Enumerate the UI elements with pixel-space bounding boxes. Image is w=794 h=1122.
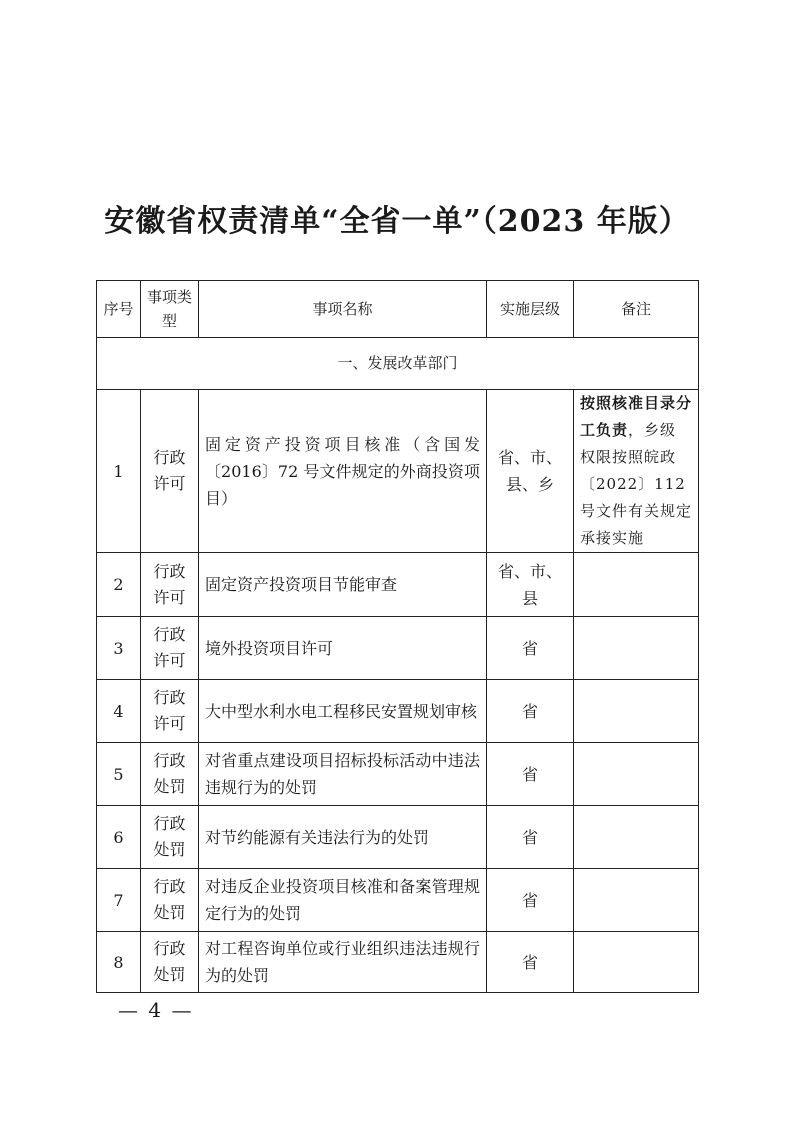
row-num: 7 bbox=[97, 869, 141, 932]
row-level: 省 bbox=[487, 932, 574, 993]
row-type: 行政处罚 bbox=[141, 869, 199, 932]
row-level: 省 bbox=[487, 869, 574, 932]
row-remark bbox=[574, 680, 699, 743]
row-level: 省 bbox=[487, 680, 574, 743]
table-header-row bbox=[97, 281, 699, 338]
row-type: 行政处罚 bbox=[141, 932, 199, 993]
row-remark bbox=[574, 932, 699, 993]
row-num: 3 bbox=[97, 617, 141, 680]
row-name: 对违反企业投资项目核准和备案管理规定行为的处罚 bbox=[199, 869, 487, 932]
row-type: 行政处罚 bbox=[141, 806, 199, 869]
header-name: 事项名称 bbox=[199, 281, 487, 338]
row-remark bbox=[574, 806, 699, 869]
table-row bbox=[97, 869, 699, 932]
header-level: 实施层级 bbox=[487, 281, 574, 338]
row-type: 行政许可 bbox=[141, 390, 199, 553]
row-num: 6 bbox=[97, 806, 141, 869]
row-name: 固定资产投资项目核准（含国发〔2016〕72 号文件规定的外商投资项目） bbox=[199, 390, 487, 553]
row-remark bbox=[574, 553, 699, 617]
document-title: 安徽省权责清单“全省一单”（2023 年版） bbox=[104, 204, 690, 239]
row-name: 境外投资项目许可 bbox=[199, 617, 487, 680]
header-num: 序号 bbox=[97, 281, 141, 338]
table-row bbox=[97, 932, 699, 993]
row-type: 行政许可 bbox=[141, 553, 199, 617]
row-num: 5 bbox=[97, 743, 141, 806]
responsibility-table bbox=[96, 280, 699, 993]
table-row bbox=[97, 680, 699, 743]
row-name: 大中型水利水电工程移民安置规划审核 bbox=[199, 680, 487, 743]
row-num: 2 bbox=[97, 553, 141, 617]
row-remark bbox=[574, 617, 699, 680]
remark-bold-text: 按照核准目录分工负责 bbox=[580, 394, 693, 439]
row-name: 固定资产投资项目节能审查 bbox=[199, 553, 487, 617]
row-name: 对省重点建设项目招标投标活动中违法违规行为的处罚 bbox=[199, 743, 487, 806]
row-name: 对节约能源有关违法行为的处罚 bbox=[199, 806, 487, 869]
row-num: 8 bbox=[97, 932, 141, 993]
remark-text: ，乡级权限按照皖政〔2022〕112 号文件有关规定承接实施 bbox=[580, 421, 693, 547]
row-type: 行政许可 bbox=[141, 680, 199, 743]
row-remark bbox=[574, 869, 699, 932]
row-level: 省、市、县、乡 bbox=[487, 390, 574, 553]
row-level: 省、市、县 bbox=[487, 553, 574, 617]
table-row bbox=[97, 390, 699, 553]
row-remark bbox=[574, 390, 699, 553]
page-number: — 4 — bbox=[118, 998, 194, 1022]
table-row bbox=[97, 743, 699, 806]
section-row bbox=[97, 338, 699, 390]
row-type: 行政处罚 bbox=[141, 743, 199, 806]
header-remark: 备注 bbox=[574, 281, 699, 338]
row-num: 1 bbox=[97, 390, 141, 553]
table-row bbox=[97, 806, 699, 869]
row-level: 省 bbox=[487, 743, 574, 806]
section-title: 一、发展改革部门 bbox=[97, 338, 699, 390]
row-level: 省 bbox=[487, 806, 574, 869]
table-row bbox=[97, 617, 699, 680]
header-type: 事项类型 bbox=[141, 281, 199, 338]
row-num: 4 bbox=[97, 680, 141, 743]
row-name: 对工程咨询单位或行业组织违法违规行为的处罚 bbox=[199, 932, 487, 993]
row-type: 行政许可 bbox=[141, 617, 199, 680]
row-remark bbox=[574, 743, 699, 806]
row-level: 省 bbox=[487, 617, 574, 680]
table-row bbox=[97, 553, 699, 617]
